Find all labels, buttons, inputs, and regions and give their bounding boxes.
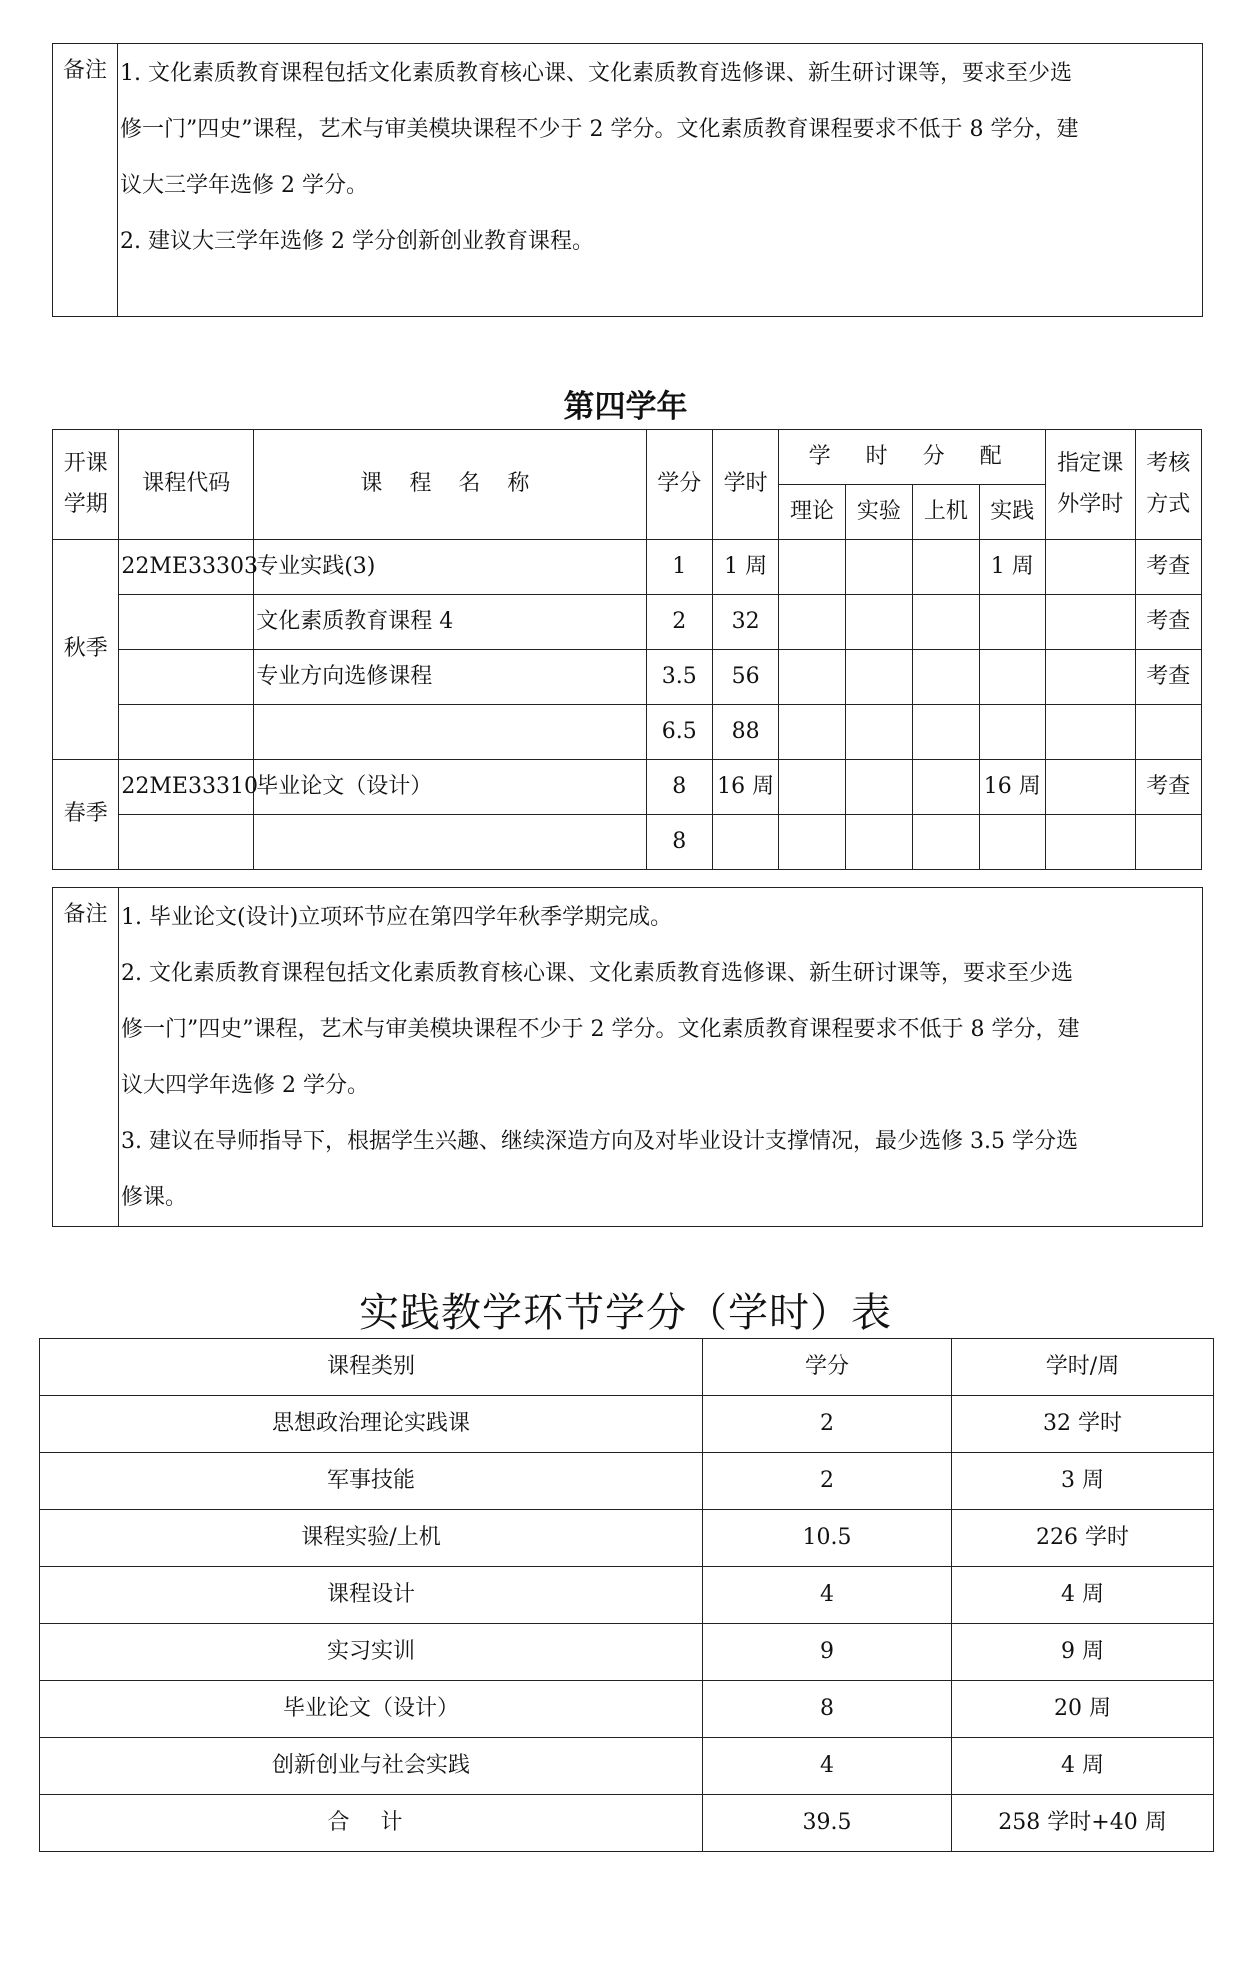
course-theory <box>779 815 845 870</box>
course-experiment <box>845 595 912 650</box>
year4-course-table <box>52 429 1202 870</box>
course-code: 22ME33303 <box>119 540 254 595</box>
hours-cell: 4 周 <box>952 1567 1214 1624</box>
course-practice <box>979 815 1045 870</box>
hours-cell: 226 学时 <box>952 1510 1214 1567</box>
credits-cell: 2 <box>703 1396 952 1453</box>
course-hours: 88 <box>712 705 778 760</box>
course-name: 专业实践(3) <box>254 540 646 595</box>
course-practice: 16 周 <box>979 760 1045 815</box>
note-line: 修一门”四史”课程，艺术与审美模块课程不少于 2 学分。文化素质教育课程要求不低于 8 学分，建 <box>120 117 1079 142</box>
note-line: 2. 文化素质教育课程包括文化素质教育核心课、文化素质教育选修课、新生研讨课等，要求至少选 <box>121 961 1073 986</box>
table-row <box>40 1510 1214 1567</box>
header-name: 课 程 名 称 <box>254 430 646 540</box>
course-experiment <box>845 705 912 760</box>
header-theory: 理论 <box>779 485 845 540</box>
header-term <box>53 430 119 540</box>
year3-notes-table <box>52 43 1203 317</box>
hours-cell: 32 学时 <box>952 1396 1214 1453</box>
header-assess-line: 方式 <box>1146 491 1191 517</box>
table-row <box>40 1453 1214 1510</box>
course-hours: 1 周 <box>712 540 778 595</box>
header-extra-line: 外学时 <box>1057 491 1124 517</box>
course-name <box>254 815 646 870</box>
course-extra <box>1045 815 1135 870</box>
credits-cell: 4 <box>703 1738 952 1795</box>
course-practice <box>979 595 1045 650</box>
course-assessment <box>1135 815 1202 870</box>
course-assessment: 考查 <box>1135 595 1202 650</box>
course-experiment <box>845 815 912 870</box>
header-extra-line: 指定课 <box>1057 451 1124 477</box>
header-credits: 学分 <box>703 1339 952 1396</box>
note-line: 2. 建议大三学年选修 2 学分创新创业教育课程。 <box>120 229 594 254</box>
course-credits: 6.5 <box>646 705 712 760</box>
hours-cell: 20 周 <box>952 1681 1214 1738</box>
course-assessment: 考查 <box>1135 540 1202 595</box>
course-code <box>119 595 254 650</box>
table-row <box>53 760 1202 815</box>
course-credits: 8 <box>646 760 712 815</box>
course-theory <box>779 650 845 705</box>
hours-cell: 9 周 <box>952 1624 1214 1681</box>
total-label: 合 计 <box>40 1795 703 1852</box>
course-practice <box>979 650 1045 705</box>
header-row <box>53 430 1202 485</box>
course-hours: 16 周 <box>712 760 778 815</box>
course-extra <box>1045 705 1135 760</box>
subtotal-row <box>53 815 1202 870</box>
header-practice: 实践 <box>979 485 1045 540</box>
notes-body <box>118 44 1203 317</box>
category-cell: 创新创业与社会实践 <box>40 1738 703 1795</box>
note-line: 1. 文化素质教育课程包括文化素质教育核心课、文化素质教育选修课、新生研讨课等，要求至少选 <box>120 61 1072 86</box>
category-cell: 毕业论文（设计） <box>40 1681 703 1738</box>
course-code: 22ME33310 <box>119 760 254 815</box>
course-credits: 2 <box>646 595 712 650</box>
header-hours: 学时 <box>712 430 778 540</box>
course-name: 毕业论文（设计） <box>254 760 646 815</box>
course-assessment <box>1135 705 1202 760</box>
course-theory <box>779 540 845 595</box>
header-hours-weeks: 学时/周 <box>952 1339 1214 1396</box>
header-category: 课程类别 <box>40 1339 703 1396</box>
course-experiment <box>845 760 912 815</box>
course-code <box>119 705 254 760</box>
header-experiment: 实验 <box>845 485 912 540</box>
course-computer <box>913 815 979 870</box>
course-assessment: 考查 <box>1135 760 1202 815</box>
year4-title: 第四学年 <box>563 389 688 425</box>
table-row <box>53 540 1202 595</box>
course-extra <box>1045 540 1135 595</box>
course-extra <box>1045 595 1135 650</box>
year4-notes-table <box>52 887 1203 1227</box>
course-practice: 1 周 <box>979 540 1045 595</box>
hours-cell: 4 周 <box>952 1738 1214 1795</box>
practice-credits-table <box>39 1338 1214 1852</box>
note-line: 1. 毕业论文(设计)立项环节应在第四学年秋季学期完成。 <box>121 905 673 930</box>
table-row <box>53 595 1202 650</box>
header-term-line: 开课 <box>63 451 108 477</box>
notes-label: 备注 <box>53 44 118 317</box>
credits-cell: 4 <box>703 1567 952 1624</box>
course-computer <box>913 760 979 815</box>
notes-body <box>119 888 1203 1227</box>
table-row <box>53 650 1202 705</box>
course-computer <box>913 650 979 705</box>
course-experiment <box>845 540 912 595</box>
note-line: 议大三学年选修 2 学分。 <box>120 173 368 198</box>
note-line: 议大四学年选修 2 学分。 <box>121 1073 369 1098</box>
course-theory <box>779 705 845 760</box>
table-row <box>40 1396 1214 1453</box>
category-cell: 实习实训 <box>40 1624 703 1681</box>
header-credits: 学分 <box>646 430 712 540</box>
header-row <box>40 1339 1214 1396</box>
total-credits: 39.5 <box>703 1795 952 1852</box>
course-code <box>119 815 254 870</box>
note-line: 修课。 <box>121 1185 188 1210</box>
course-computer <box>913 595 979 650</box>
subtotal-row <box>53 705 1202 760</box>
term-autumn: 秋季 <box>53 540 119 760</box>
table-row <box>40 1681 1214 1738</box>
course-extra <box>1045 760 1135 815</box>
course-name <box>254 705 646 760</box>
header-extra-hours <box>1045 430 1135 540</box>
course-computer <box>913 705 979 760</box>
table-row <box>40 1738 1214 1795</box>
header-term-line: 学期 <box>63 491 108 517</box>
header-assess-line: 考核 <box>1146 451 1191 477</box>
course-assessment: 考查 <box>1135 650 1202 705</box>
credits-cell: 9 <box>703 1624 952 1681</box>
practice-table-title: 实践教学环节学分（学时）表 <box>359 1290 892 1336</box>
course-credits: 3.5 <box>646 650 712 705</box>
credits-cell: 8 <box>703 1681 952 1738</box>
course-experiment <box>845 650 912 705</box>
notes-label: 备注 <box>53 888 119 1227</box>
table-row <box>40 1624 1214 1681</box>
category-cell: 课程设计 <box>40 1567 703 1624</box>
course-hours: 56 <box>712 650 778 705</box>
header-assessment <box>1135 430 1202 540</box>
credits-cell: 2 <box>703 1453 952 1510</box>
course-credits: 1 <box>646 540 712 595</box>
header-computer: 上机 <box>913 485 979 540</box>
course-hours: 32 <box>712 595 778 650</box>
header-code: 课程代码 <box>119 430 254 540</box>
credits-cell: 10.5 <box>703 1510 952 1567</box>
course-name: 文化素质教育课程 4 <box>254 595 646 650</box>
note-line: 修一门”四史”课程，艺术与审美模块课程不少于 2 学分。文化素质教育课程要求不低于 8 学分，建 <box>121 1017 1080 1042</box>
table-row <box>40 1567 1214 1624</box>
total-row <box>40 1795 1214 1852</box>
course-name: 专业方向选修课程 <box>254 650 646 705</box>
course-theory <box>779 595 845 650</box>
hours-cell: 3 周 <box>952 1453 1214 1510</box>
total-hours: 258 学时+40 周 <box>952 1795 1214 1852</box>
course-code <box>119 650 254 705</box>
header-hour-distribution: 学 时 分 配 <box>779 430 1046 485</box>
course-extra <box>1045 650 1135 705</box>
category-cell: 军事技能 <box>40 1453 703 1510</box>
course-theory <box>779 760 845 815</box>
category-cell: 课程实验/上机 <box>40 1510 703 1567</box>
note-line: 3. 建议在导师指导下，根据学生兴趣、继续深造方向及对毕业设计支撑情况，最少选修 3.5 学分选 <box>121 1129 1078 1154</box>
course-practice <box>979 705 1045 760</box>
course-computer <box>913 540 979 595</box>
term-spring: 春季 <box>53 760 119 870</box>
category-cell: 思想政治理论实践课 <box>40 1396 703 1453</box>
course-credits: 8 <box>646 815 712 870</box>
course-hours <box>712 815 778 870</box>
